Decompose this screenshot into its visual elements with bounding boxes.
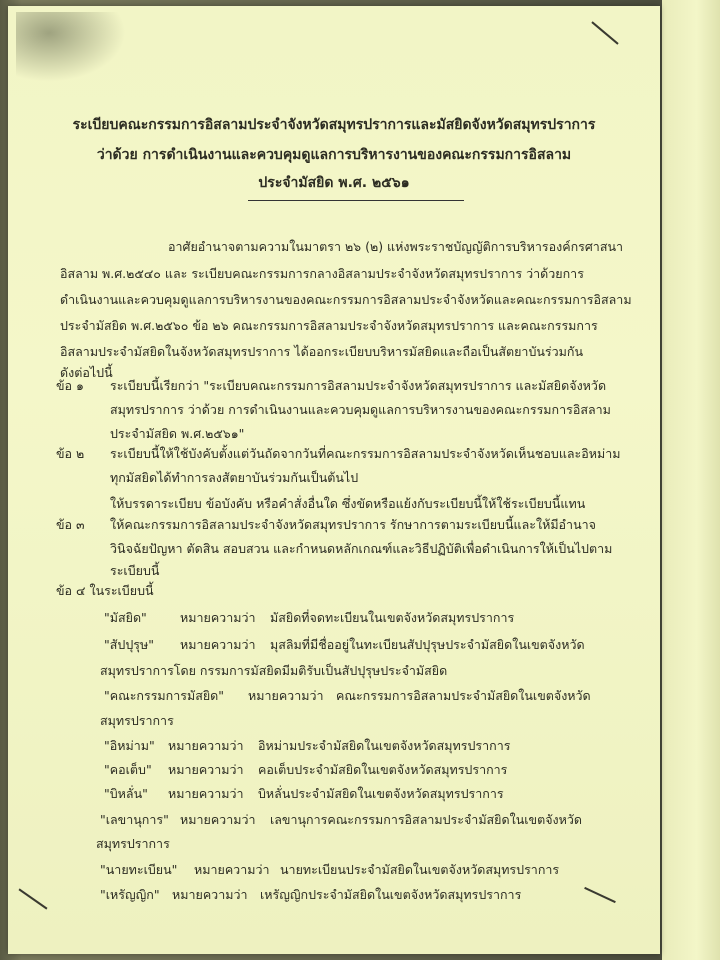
pin-icon — [19, 888, 48, 909]
doc-title-line-2: ว่าด้วย การดำเนินงานและควบคุมดูแลการบริหารงานของคณะกรรมการอิสลาม — [96, 147, 572, 163]
definition-term: "คณะกรรมการมัสยิด" — [104, 688, 225, 703]
clause-2-line: ระเบียบนี้ให้ใช้บังคับตั้งแต่วันถัดจากวันที่คณะกรรมการอิสลามประจำจังหวัดเห็นชอบและอิหม่าม — [110, 446, 621, 461]
definition-mean: หมายความว่า — [180, 812, 256, 827]
clause-3-line: ให้คณะกรรมการอิสลามประจำจังหวัดสมุทรปราการ รักษาการตามระเบียบนี้และให้มีอำนาจ — [110, 517, 596, 532]
definition-term: "สัปปุรุษ" — [104, 637, 154, 652]
definition-mean: หมายความว่า — [194, 862, 270, 877]
definition-continuation: สมุทรปราการโดย กรรมการมัสยิดมีมติรับเป็นสัปปุรุษประจำมัสยิด — [100, 663, 448, 678]
definition-mean: หมายความว่า — [248, 688, 324, 703]
clause-2-line: ให้บรรดาระเบียบ ข้อบังคับ หรือคำสั่งอื่นใด ซึ่งขัดหรือแย้งกับระเบียบนี้ให้ใช้ระเบียบนี้แทน — [110, 496, 586, 511]
preamble-line: อิสลามประจำมัสยิดในจังหวัดสมุทรปราการ ได้ออกระเบียบบริหารมัสยิดและถือเป็นสัตยาบันร่วมกัน — [60, 344, 584, 359]
pin-icon — [584, 887, 616, 903]
doc-title-line-1: ระเบียบคณะกรรมการอิสลามประจำจังหวัดสมุทรปราการและมัสยิดจังหวัดสมุทรปราการ — [72, 117, 596, 133]
definition-continuation: สมุทรปราการ — [100, 713, 174, 728]
definition-text: เลขานุการคณะกรรมการอิสลามประจำมัสยิดในเขตจังหวัด — [270, 812, 583, 827]
definition-term: "บิหลั่น" — [104, 786, 148, 801]
leaf-shadow — [16, 12, 126, 82]
definition-text: มัสยิดที่จดทะเบียนในเขตจังหวัดสมุทรปราการ — [270, 610, 515, 625]
preamble-line: อาศัยอำนาจตามความในมาตรา ๒๖ (๒) แห่งพระราชบัญญัติการบริหารองค์กรศาสนา — [168, 239, 624, 254]
clause-1-line: สมุทรปราการ ว่าด้วย การดำเนินงานและควบคุมดูแลการบริหารงานของคณะกรรมการอิสลาม — [110, 402, 611, 417]
definition-continuation: สมุทรปราการ — [96, 836, 170, 851]
definition-text: คอเต็บประจำมัสยิดในเขตจังหวัดสมุทรปราการ — [258, 762, 508, 777]
definition-term: "เลขานุการ" — [100, 812, 169, 827]
definition-term: "มัสยิด" — [104, 610, 147, 625]
definition-mean: หมายความว่า — [168, 738, 244, 753]
definition-mean: หมายความว่า — [168, 786, 244, 801]
adjacent-paper — [662, 0, 720, 960]
title-divider — [248, 200, 464, 201]
preamble-line: ดำเนินงานและควบคุมดูแลการบริหารงานของคณะกรรมการอิสลามประจำจังหวัดและคณะกรรมการอิสลาม — [60, 292, 632, 307]
definition-mean: หมายความว่า — [180, 610, 256, 625]
definition-text: มุสลิมที่มีชื่ออยู่ในทะเบียนสัปปุรุษประจำมัสยิดในเขตจังหวัด — [270, 637, 585, 652]
pin-icon — [591, 21, 618, 44]
clause-4-label: ข้อ ๔ ในระเบียบนี้ — [56, 583, 154, 598]
definition-term: "อิหม่าม" — [104, 738, 155, 753]
definition-text: นายทะเบียนประจำมัสยิดในเขตจังหวัดสมุทรปราการ — [280, 862, 560, 877]
clause-1-label: ข้อ ๑ — [56, 378, 84, 393]
clause-2-label: ข้อ ๒ — [56, 446, 85, 461]
clause-3-line: ระเบียบนี้ — [110, 563, 160, 578]
definition-text: เหรัญญิกประจำมัสยิดในเขตจังหวัดสมุทรปราการ — [260, 887, 522, 902]
document-page — [8, 6, 660, 954]
definition-mean: หมายความว่า — [168, 762, 244, 777]
clause-1-line: ประจำมัสยิด พ.ศ.๒๕๖๑" — [110, 426, 245, 441]
preamble-line: ดังต่อไปนี้ — [60, 365, 113, 380]
definition-text: คณะกรรมการอิสลามประจำมัสยิดในเขตจังหวัด — [336, 688, 591, 703]
definition-term: "เหรัญญิก" — [100, 887, 160, 902]
doc-title-line-3: ประจำมัสยิด พ.ศ. ๒๕๖๑ — [258, 175, 410, 191]
preamble-line: ประจำมัสยิด พ.ศ.๒๕๖๐ ข้อ ๒๖ คณะกรรมการอิสลามประจำจังหวัดสมุทรปราการ และคณะกรรมการ — [60, 318, 598, 333]
definition-term: "คอเต็บ" — [104, 762, 152, 777]
clause-1-line: ระเบียบนี้เรียกว่า "ระเบียบคณะกรรมการอิสลามประจำจังหวัดสมุทรปราการ และมัสยิดจังหวัด — [110, 378, 607, 393]
clause-3-label: ข้อ ๓ — [56, 517, 85, 532]
definition-mean: หมายความว่า — [172, 887, 248, 902]
definition-mean: หมายความว่า — [180, 637, 256, 652]
clause-3-line: วินิจฉัยปัญหา ตัดสิน สอบสวน และกำหนดหลักเกณฑ์และวิธีปฏิบัติเพื่อดำเนินการให้เป็นไปตาม — [110, 541, 613, 556]
preamble-line: อิสลาม พ.ศ.๒๕๔๐ และ ระเบียบคณะกรรมการกลางอิสลามประจำจังหวัดสมุทรปราการ ว่าด้วยการ — [60, 266, 584, 281]
definition-term: "นายทะเบียน" — [100, 862, 178, 877]
clause-2-line: ทุกมัสยิดได้ทำการลงสัตยาบันร่วมกันเป็นต้นไป — [110, 470, 359, 485]
definition-text: อิหม่ามประจำมัสยิดในเขตจังหวัดสมุทรปราการ — [258, 738, 511, 753]
definition-text: บิหลั่นประจำมัสยิดในเขตจังหวัดสมุทรปราการ — [258, 786, 504, 801]
